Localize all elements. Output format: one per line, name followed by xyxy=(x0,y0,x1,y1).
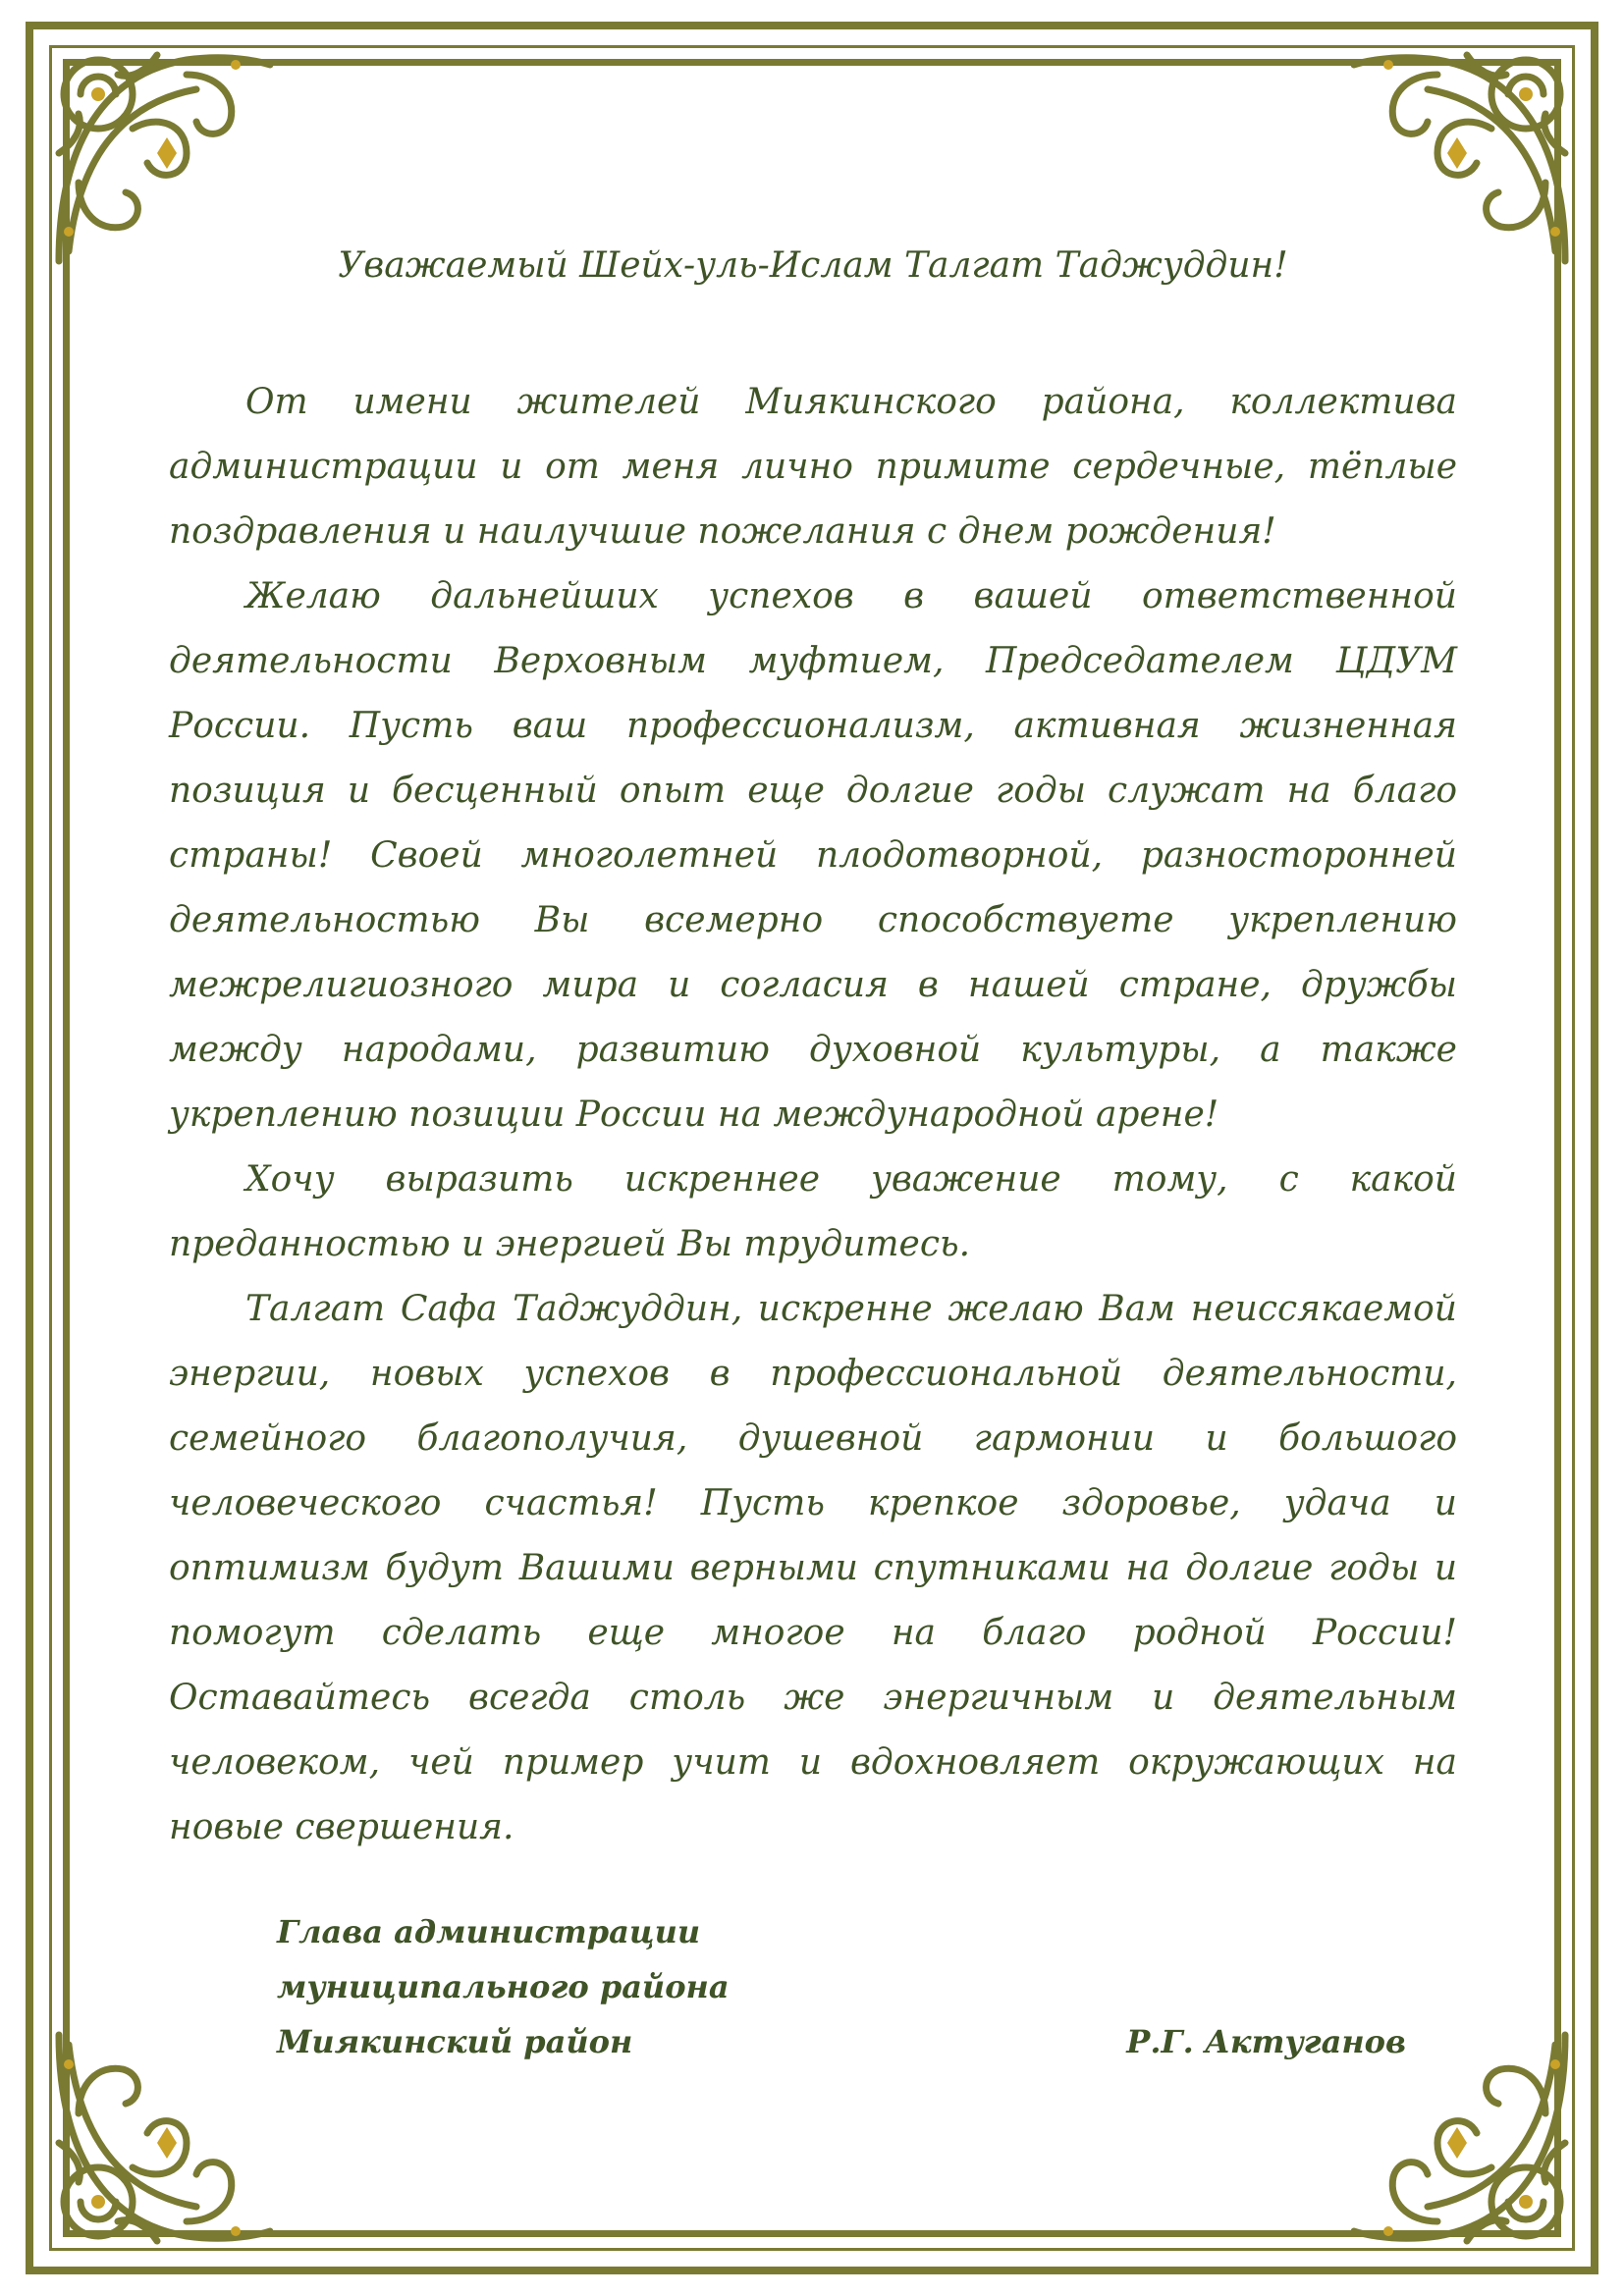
signature-title-line3: Миякинский район xyxy=(277,2023,633,2060)
letter-paragraph: Желаю дальнейших успехов в вашей ответственной деятельности Верховным муфтием, Председателем ЦДУМ России. Пусть ваш профессионализм, активная жизненная позиция и бесценный опыт еще долгие годы служат на благо страны! Своей многолетней плодотворной, разносторонней деятельностью Вы всемерно способствуете укреплению межрелигиозного мира и согласия в нашей стране, дружбы между народами, развитию духовной культуры, а также укреплению позиции России на международной арене! xyxy=(169,576,1457,1135)
signature-title-line2: муниципального района xyxy=(277,1968,730,2005)
signatory-name: Р.Г. Актуганов xyxy=(1126,2023,1406,2060)
letter-body xyxy=(169,245,1457,1860)
corner-ornament-top-left xyxy=(39,35,285,281)
letter-paragraph: От имени жителей Миякинского района, коллектива администрации и от меня лично примите сердечные, тёплые поздравления и наилучшие пожелания с днем рождения! xyxy=(169,382,1457,552)
corner-ornament-bottom-left xyxy=(39,2015,285,2261)
letter-paragraph: Хочу выразить искреннее уважение тому, с какой преданностью и энергией Вы трудитесь. xyxy=(169,1159,1457,1264)
signature-title-line1: Глава администрации xyxy=(277,1913,701,1950)
letter-salutation: Уважаемый Шейх-уль-Ислам Талгат Таджуддин! xyxy=(338,245,1288,286)
signature-block xyxy=(277,1904,1406,2069)
corner-ornament-top-right xyxy=(1339,35,1585,281)
letter-paragraph: Талгат Сафа Таджуддин, искренне желаю Вам неиссякаемой энергии, новых успехов в профессиональной деятельности, семейного благополучия, душевной гармонии и большого человеческого счастья! Пусть крепкое здоровье, удача и оптимизм будут Вашими верными спутниками на долгие годы и помогут сделать еще многое на благо родной России! Оставайтесь всегда столь же энергичным и деятельным человеком, чей пример учит и вдохновляет окружающих на новые свершения. xyxy=(169,1289,1457,1847)
